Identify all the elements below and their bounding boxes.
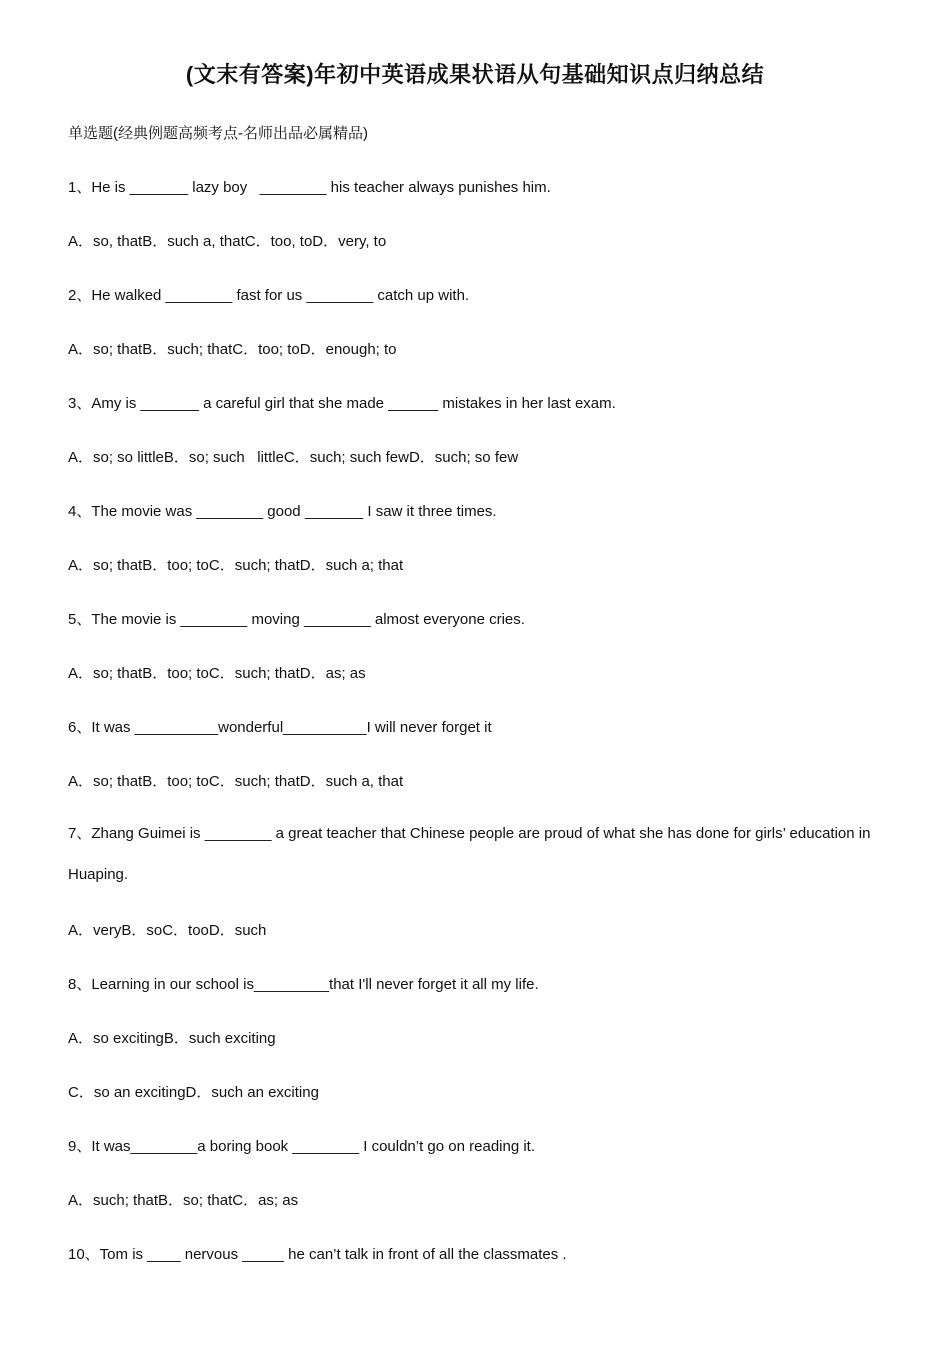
question-8-options-ab: A．so excitingB．such exciting [68, 1030, 276, 1047]
question-6-stem: 6、It was __________wonderful__________I will never forget it [68, 719, 492, 736]
document-title: (文末有答案)年初中英语成果状语从句基础知识点归纳总结 [185, 62, 765, 87]
question-6-options: A．so; thatB．too; toC．such; thatD．such a, that [68, 773, 404, 790]
question-4-options: A．so; thatB．too; toC．such; thatD．such a; that [68, 557, 404, 574]
question-8-options-cd: C．so an excitingD．such an exciting [68, 1084, 319, 1101]
question-9-stem: 9、It was________a boring book ________ I couldn’t go on reading it. [68, 1138, 536, 1155]
question-7-stem: 7、Zhang Guimei is ________ a great teacher that Chinese people are proud of what she has done for girls’ education in Huaping. [68, 825, 875, 883]
question-2-stem: 2、He walked ________ fast for us ________ catch up with. [68, 287, 470, 304]
question-1-stem: 1、He is _______ lazy boy ________ his teacher always punishes him. [68, 179, 551, 196]
question-10-stem: 10、Tom is ____ nervous _____ he can’t talk in front of all the classmates . [68, 1246, 567, 1263]
question-5-stem: 5、The movie is ________ moving ________ almost everyone cries. [68, 611, 525, 628]
section-heading: 单选题(经典例题高频考点-名师出品必属精品) [68, 125, 368, 142]
question-3-options: A．so; so littleB．so; such littleC．such; such fewD．such; so few [68, 449, 519, 466]
question-9-options: A．such; thatB．so; thatC．as; as [68, 1192, 299, 1209]
question-3-stem: 3、Amy is _______ a careful girl that she made ______ mistakes in her last exam. [68, 395, 616, 412]
question-4-stem: 4、The movie was ________ good _______ I saw it three times. [68, 503, 497, 520]
question-2-options: A．so; thatB．such; thatC．too; toD．enough; to [68, 341, 397, 358]
question-1-options: A．so, thatB．such a, thatC．too, toD．very, to [68, 233, 387, 250]
question-5-options: A．so; thatB．too; toC．such; thatD．as; as [68, 665, 366, 682]
question-8-stem: 8、Learning in our school is_________that I'll never forget it all my life. [68, 976, 539, 993]
question-7-options: A．veryB．soC．tooD．such [68, 922, 267, 939]
